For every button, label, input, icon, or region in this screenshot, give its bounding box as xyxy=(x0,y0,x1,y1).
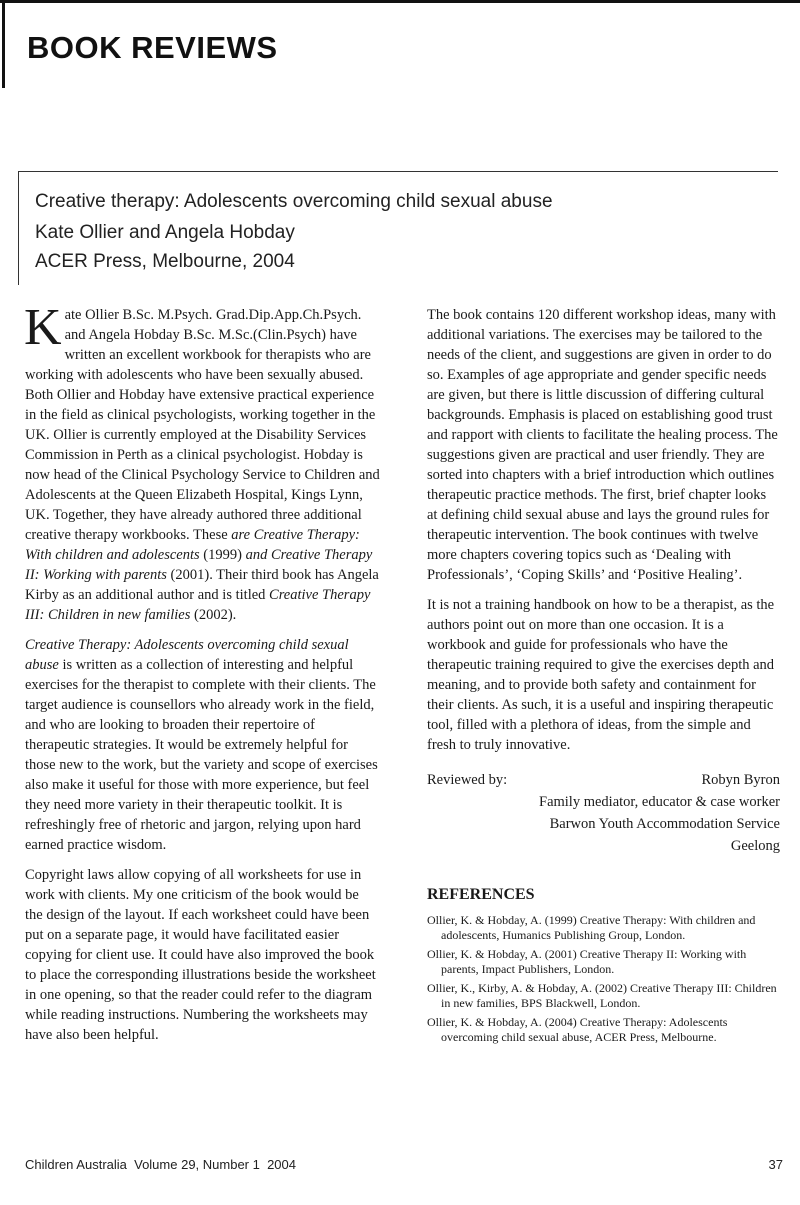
book-publisher: ACER Press, Melbourne, 2004 xyxy=(35,251,295,272)
section-title: BOOK REVIEWS xyxy=(27,30,278,65)
paragraph-conclusion: It is not a training handbook on how to be a therapist, as the authors point out on more than one occasion. It is a workbook and guide for professionals who have the therapeutic training required to give the exercises depth and meaning, and to provide both safety and containment for their clients. As such, it is a useful and inspiring therapeutic tool, filled with a plethora of ideas, from the simple and fresh to truly innovative. xyxy=(427,597,775,753)
top-rule xyxy=(0,0,800,3)
book-authors: Kate Ollier and Angela Hobday xyxy=(35,222,295,243)
left-column xyxy=(24,299,380,1055)
references-heading: REFERENCES xyxy=(427,886,535,903)
reference-item: Ollier, K. & Hobday, A. (1999) Creative Therapy: With children and adolescents, Humanics Publishing Group, London. xyxy=(427,913,756,942)
paragraph-contents: The book contains 120 different workshop ideas, many with additional variations. The exercises may be tailored to the needs of the client, and suggestions are given in order to do so. Examples of age appropriate and gender specific needs are given, but there is little discussion of differing cultural backgrounds. Emphasis is placed on establishing good trust and rapport with clients to facilitate the healing process. The suggestions given are practical and user friendly. They are sorted into chapters with a brief introduction which outlines therapeutic practice methods. The first, brief chapter looks at defining child sexual abuse and lays the ground rules for therapeutic intervention. The book continues with twelve more chapters covering topics such as ‘Dealing with Professionals’, ‘Coping Skills’ and ‘Positive Healing’. xyxy=(427,307,778,583)
text-run: (1999) xyxy=(199,547,246,563)
reviewer-role: Family mediator, educator & case worker xyxy=(539,794,780,810)
reviewer-name: Robyn Byron xyxy=(701,772,780,788)
reviewer-location: Geelong xyxy=(730,838,780,854)
reference-item: Ollier, K. & Hobday, A. (2001) Creative Therapy II: Working with parents, Impact Publishers, London. xyxy=(427,947,747,976)
book-title-italic: and Creative Therapy II: Working with parents xyxy=(25,547,373,583)
paragraph-intro xyxy=(24,299,380,625)
drop-cap: K xyxy=(24,299,62,356)
text-run: is written as a collection of interesting and helpful exercises for the therapist to complete with their clients. The target audience is counsellors who already work in the field, and who are looking to broaden their repertoire of therapeutic strategies. It would be extremely helpful for those new to the work, but the variety and scope of exercises also make it useful for those with more experience, but feel they need more variety in their therapeutic toolkit. It is refreshingly free of rhetoric and jargon, relying upon hard earned practice wisdom. xyxy=(25,657,378,853)
left-accent-bar xyxy=(2,0,5,88)
book-title: Creative therapy: Adolescents overcoming child sexual abuse xyxy=(35,191,553,212)
page-number: 37 xyxy=(768,1157,783,1172)
header-box-left-rule xyxy=(18,171,19,285)
paragraph-criticism: Copyright laws allow copying of all worksheets for use in work with clients. My one criticism of the book would be the design of the layout. If each worksheet could have been put on a separate page, it would have facilitated easier copying for client use. It could have also improved the book to place the corresponding illustrations beside the worksheet in one opening, so that the reader could refer to the diagram while reading instructions. Numbering the worksheets may have also been helpful. xyxy=(25,867,376,1043)
reviewer-block xyxy=(427,769,780,857)
text-run: (2001). Their third book has Angela Kirby as an additional author and is titled xyxy=(25,567,379,603)
reference-item: Ollier, K. & Hobday, A. (2004) Creative Therapy: Adolescents overcoming child sexual abuse, ACER Press, Melbourne. xyxy=(427,1015,728,1044)
text-run: ate Ollier B.Sc. M.Psych. Grad.Dip.App.Ch.Psych. and Angela Hobday B.Sc. M.Sc.(Clin.Psych) have written an excellent workbook for therapists who are working with adolescents who have been sexually abused. Both Ollier and Hobday have extensive practical experience in the field as clinical psychologists, working together in the UK. Ollier is currently employed at the Disability Services Commission in Perth as a clinical psychologist. Hobday is now head of the Clinical Psychology Service to Children and Adolescents at the Queen Elizabeth Hospital, Kings Lynn, UK. Together, they have already authored three additional creative therapy workbooks. These xyxy=(25,307,380,543)
text-run: (2002). xyxy=(190,607,237,623)
reviewer-organisation: Barwon Youth Accommodation Service xyxy=(549,816,780,832)
paragraph-overview xyxy=(25,635,380,855)
footer-journal: Children Australia Volume 29, Number 1 2004 xyxy=(25,1157,296,1172)
right-column xyxy=(427,305,780,1049)
header-box-top-rule xyxy=(18,171,778,172)
book-title-italic: Creative Therapy III: Children in new families xyxy=(25,587,371,623)
reference-item: Ollier, K., Kirby, A. & Hobday, A. (2002) Creative Therapy III: Children in new families, BPS Blackwell, London. xyxy=(427,981,777,1010)
book-title-italic: are Creative Therapy: With children and adolescents xyxy=(25,527,360,563)
references-list xyxy=(427,913,780,1045)
book-title-italic: Creative Therapy: Adolescents overcoming child sexual abuse xyxy=(25,637,349,673)
reviewed-by-label: Reviewed by: xyxy=(427,772,508,788)
